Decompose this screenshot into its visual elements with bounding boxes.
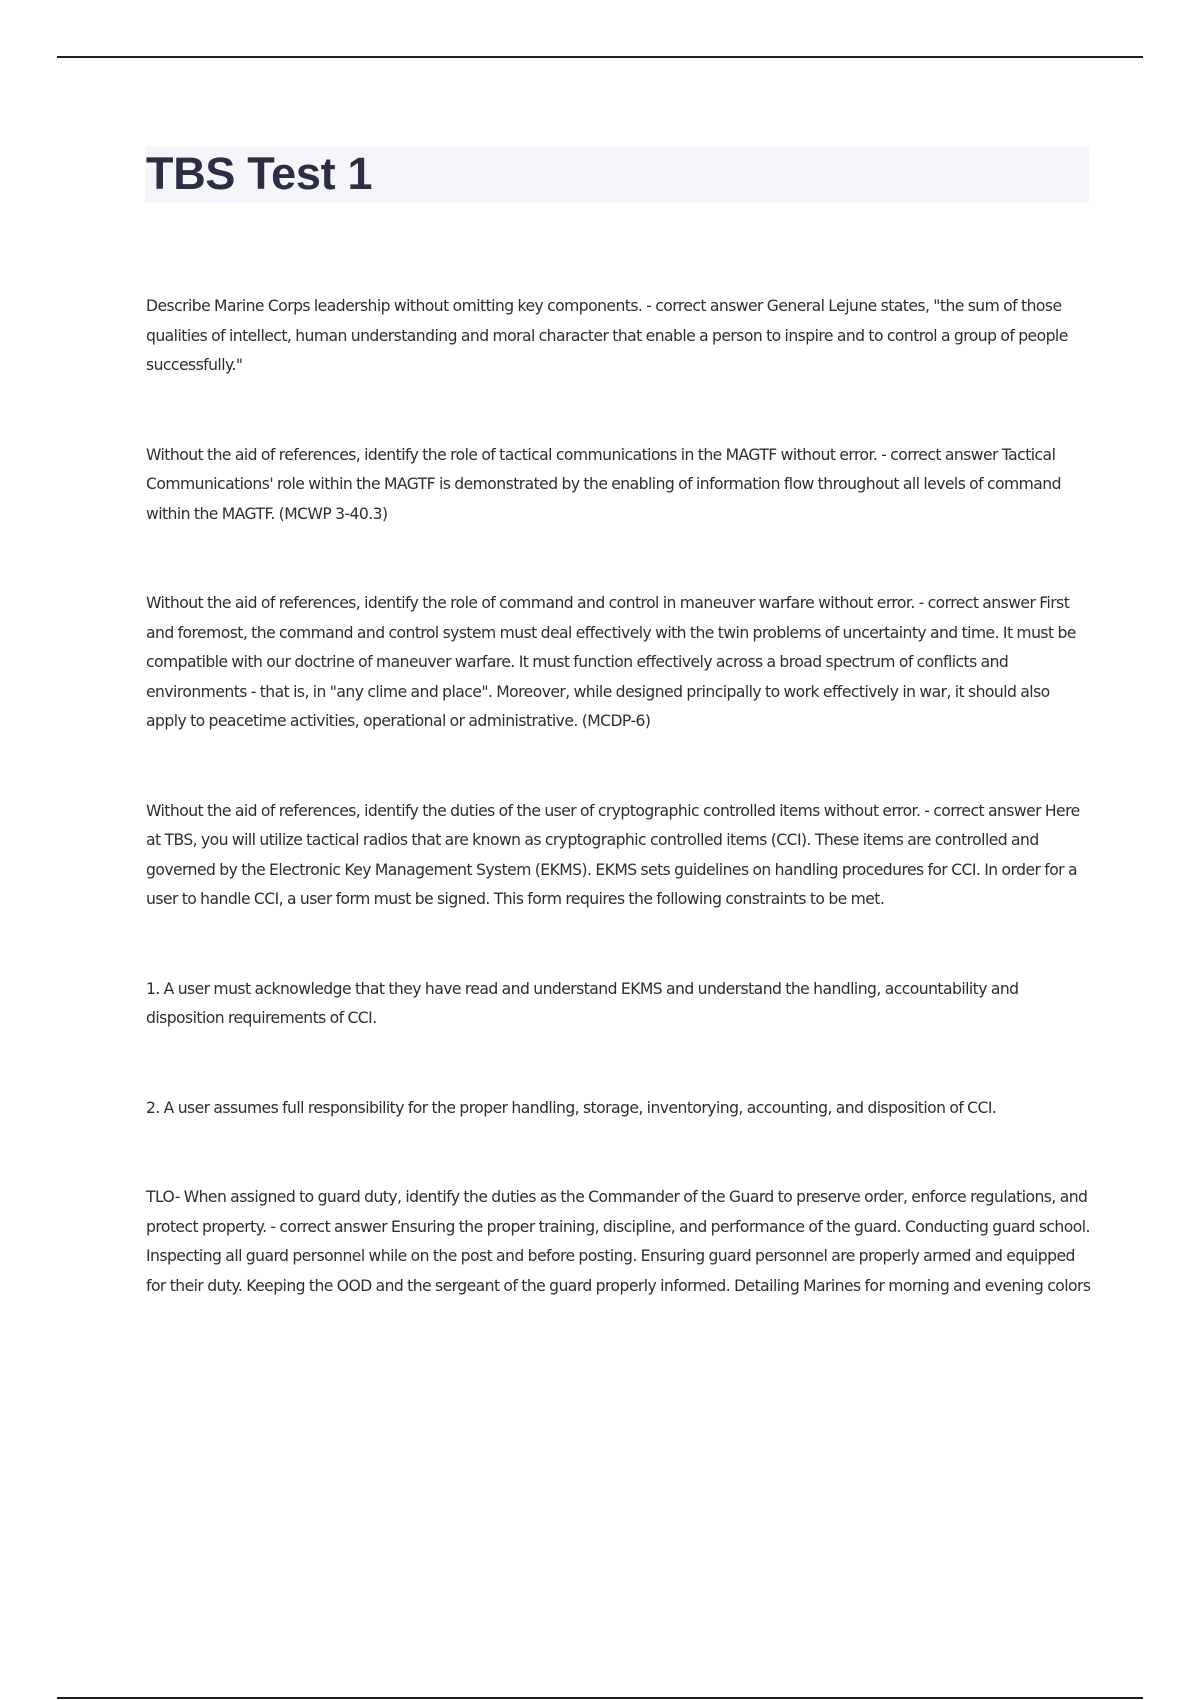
cci-constraint-1: 1. A user must acknowledge that they have read and understand EKMS and understand the handling, accountability and disposition requirements of CCI. bbox=[146, 979, 1019, 1027]
document-title: TBS Test 1 bbox=[146, 148, 373, 199]
qa-paragraph-commander-of-the-guard: TLO- When assigned to guard duty, identify the duties as the Commander of the Guard to preserve order, enforce regulations, and protect property. - correct answer Ensuring the proper training, discipline, and performance of the guard. Conducting guard school. Inspecting all guard personnel while on the post and before posting. Ensuring guard personnel are properly armed and equipped for their duty. Keeping the OOD and the sergeant of the guard properly informed. Detailing Marines for morning and evening colors bbox=[146, 1188, 1091, 1295]
document-body bbox=[146, 292, 1091, 1361]
qa-paragraph-leadership: Describe Marine Corps leadership without omitting key components. - correct answer General Lejune states, "the sum of those qualities of intellect, human understanding and moral character that enable a person to inspire and to control a group of people successfully." bbox=[146, 297, 1068, 374]
cci-constraint-2: 2. A user assumes full responsibility for the proper handling, storage, inventorying, accounting, and disposition of CCI. bbox=[146, 1098, 997, 1117]
qa-paragraph-command-and-control: Without the aid of references, identify the role of command and control in maneuver warfare without error. - correct answer First and foremost, the command and control system must deal effectively with the twin problems of uncertainty and time. It must be compatible with our doctrine of maneuver warfare. It must function effectively across a broad spectrum of conflicts and environments - that is, in "any clime and place". Moreover, while designed principally to work effectively in war, it should also apply to peacetime activities, operational or administrative. (MCDP-6) bbox=[146, 594, 1076, 730]
footer-rule bbox=[57, 1697, 1143, 1699]
qa-paragraph-tactical-communications: Without the aid of references, identify the role of tactical communications in the MAGTF without error. - correct answer Tactical Communications' role within the MAGTF is demonstrated by the enabling of information flow throughout all levels of command within the MAGTF. (MCWP 3-40.3) bbox=[146, 445, 1061, 523]
qa-paragraph-cci-duties: Without the aid of references, identify the duties of the user of cryptographic controlled items without error. - correct answer Here at TBS, you will utilize tactical radios that are known as cryptographic controlled items (CCI). These items are controlled and governed by the Electronic Key Management System (EKMS). EKMS sets guidelines on handling procedures for CCI. In order for a user to handle CCI, a user form must be signed. This form requires the following constraints to be met. bbox=[146, 801, 1080, 908]
header-rule bbox=[57, 56, 1143, 58]
